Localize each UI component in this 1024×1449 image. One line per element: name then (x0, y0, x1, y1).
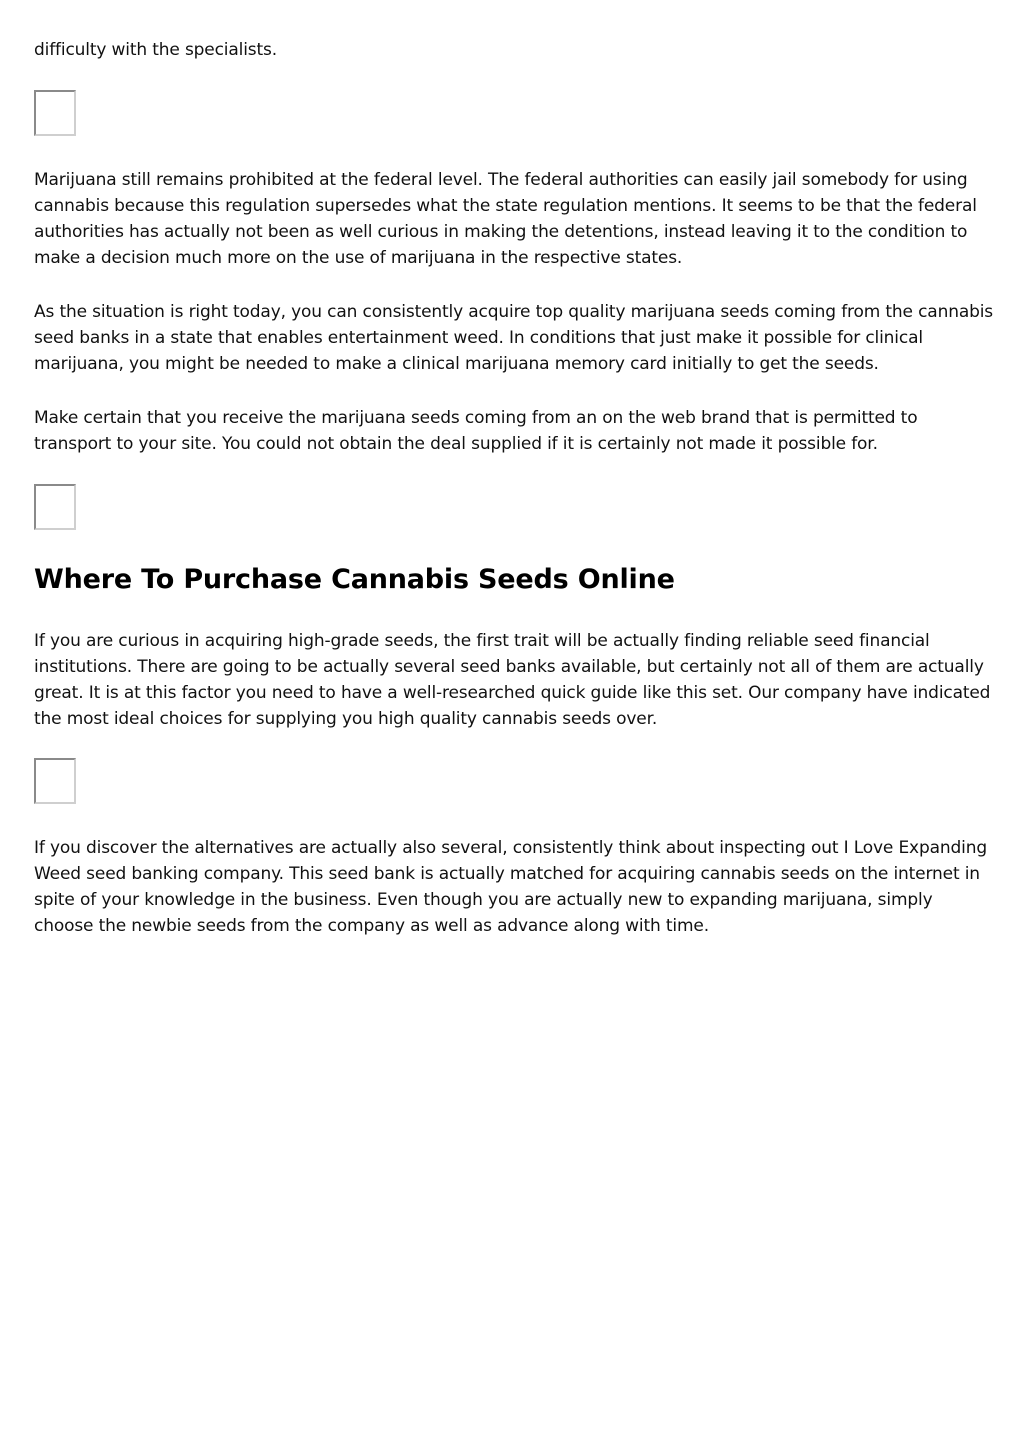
paragraph-federal-law: Marijuana still remains prohibited at the federal level. The federal authorities can easily jail somebody for using cannabis because this regulation supersedes what the state regulation mentions. It seems to be that the federal authorities has actually not been as well curious in making the detentions, instead leaving it to the condition to make a decision much more on the use of marijuana in the respective states. (34, 170, 977, 268)
paragraph-seed-banks: If you are curious in acquiring high-grade seeds, the first trait will be actually finding reliable seed financial institutions. There are going to be actually several seed banks available, but certainly not all of them are actually great. It is at this factor you need to have a well-researched quick guide like this set. Our company have indicated the most ideal choices for supplying you high quality cannabis seeds over. (34, 631, 991, 729)
intro-tail-paragraph: difficulty with the specialists. (34, 40, 277, 60)
image-placeholder-3 (34, 758, 76, 804)
paragraph-buy-seeds: As the situation is right today, you can consistently acquire top quality marijuana seeds coming from the cannabis seed banks in a state that enables entertainment weed. In conditions that just make it possible for clinical marijuana, you might be needed to make a clinical marijuana memory card initially to get the seeds. (34, 302, 994, 374)
section-heading: Where To Purchase Cannabis Seeds Online (34, 564, 675, 595)
paragraph-recommendation: If you discover the alternatives are actually also several, consistently think about inspecting out I Love Expanding Weed seed banking company. This seed bank is actually matched for acquiring cannabis seeds on the internet in spite of your knowledge in the business. Even though you are actually new to expanding marijuana, simply choose the newbie seeds from the company as well as advance along with time. (34, 838, 987, 936)
image-placeholder-1 (34, 90, 76, 136)
paragraph-permitted-brand: Make certain that you receive the marijuana seeds coming from an on the web brand that is permitted to transport to your site. You could not obtain the deal supplied if it is certainly not made it possible for. (34, 408, 918, 454)
image-placeholder-2 (34, 484, 76, 530)
